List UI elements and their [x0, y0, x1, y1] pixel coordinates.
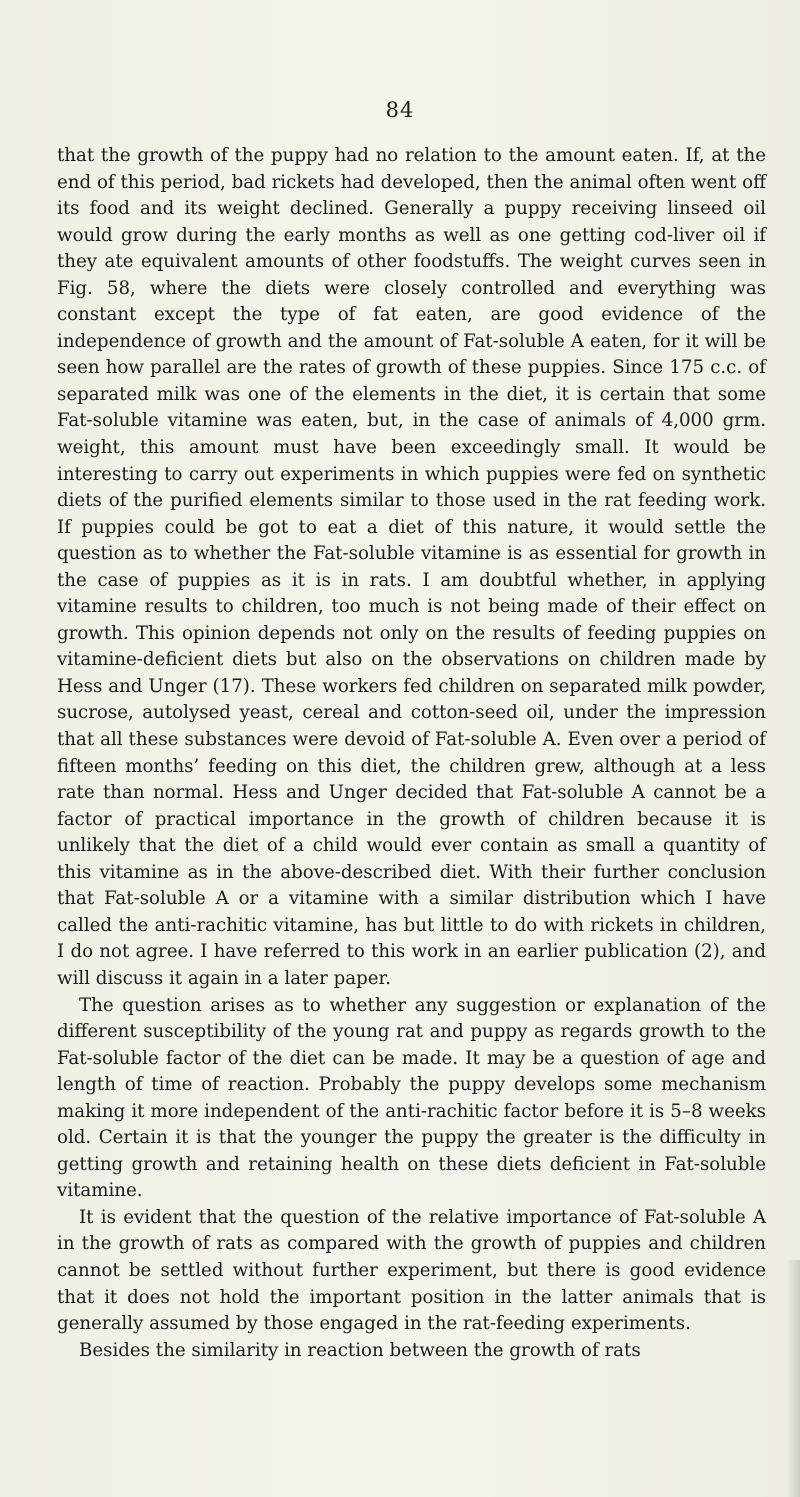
paragraph-2: The question arises as to whether any suggestion or explanation of the different susceptibility of the young rat and puppy as regards growth to the Fat-soluble factor of the diet can be made. It may be a question of age and length of time of reaction. Probably the puppy develops some mechanism making it more independent of the anti-rachitic factor before it is 5–8 weeks old. Certain it is that the younger the puppy the greater is the difficulty in getting growth and retaining health on these diets deficient in Fat-soluble vitamine. [57, 994, 766, 1202]
page-edge-shadow [786, 1260, 800, 1497]
body-text [57, 143, 766, 1364]
page-number: 84 [385, 98, 415, 122]
paragraph-1: that the growth of the puppy had no relation to the amount eaten. If, at the end of this period, bad rickets had developed, then the animal often went off its food and its weight declined. Generally a puppy receiving linseed oil would grow during the early months as well as one getting cod-liver oil if they ate equivalent amounts of other foodstuffs. The weight curves seen in Fig. 58, where the diets were closely controlled and everything was constant except the type of fat eaten, are good evidence of the independence of growth and the amount of Fat-soluble A eaten, for it will be seen how parallel are the rates of growth of these puppies. Since 175 c.c. of separated milk was one of the elements in the diet, it is certain that some Fat-soluble vitamine was eaten, but, in the case of animals of 4,000 grm. weight, this amount must have been exceedingly small. It would be interesting to carry out experiments in which puppies were fed on synthetic diets of the purified elements similar to those used in the rat feeding work. If puppies could be got to eat a diet of this nature, it would settle the question as to whether the Fat-soluble vitamine is as essential for growth in the case of puppies as it is in rats. I am doubtful whether, in applying vitamine results to children, too much is not being made of their effect on growth. This opinion depends not only on the results of feeding puppies on vitamine-deficient diets but also on the observations on children made by Hess and Unger (17). These workers fed children on separated milk powder, sucrose, autolysed yeast, cereal and cotton-seed oil, under the impression that all these substances were devoid of Fat-soluble A. Even over a period of fifteen months’ feeding on this diet, the children grew, although at a less rate than normal. Hess and Unger decided that Fat-soluble A cannot be a factor of practical importance in the growth of children because it is unlikely that the diet of a child would ever contain as small a quantity of this vitamine as in the above-described diet. With their further conclusion that Fat-soluble A or a vitamine with a similar distribution which I have called the anti-rachitic vitamine, has but little to do with rickets in children, I do not agree. I have referred to this work in an earlier publication (2), and will discuss it again in a later paper. [57, 145, 766, 989]
paragraph-3: It is evident that the question of the relative importance of Fat-soluble A in the growth of rats as compared with the growth of puppies and children cannot be settled without further experiment, but there is good evidence that it does not hold the important position in the latter animals that is generally assumed by those engaged in the rat-feeding experiments. [57, 1206, 766, 1335]
paragraph-4: Besides the similarity in reaction between the growth of rats [79, 1339, 641, 1361]
